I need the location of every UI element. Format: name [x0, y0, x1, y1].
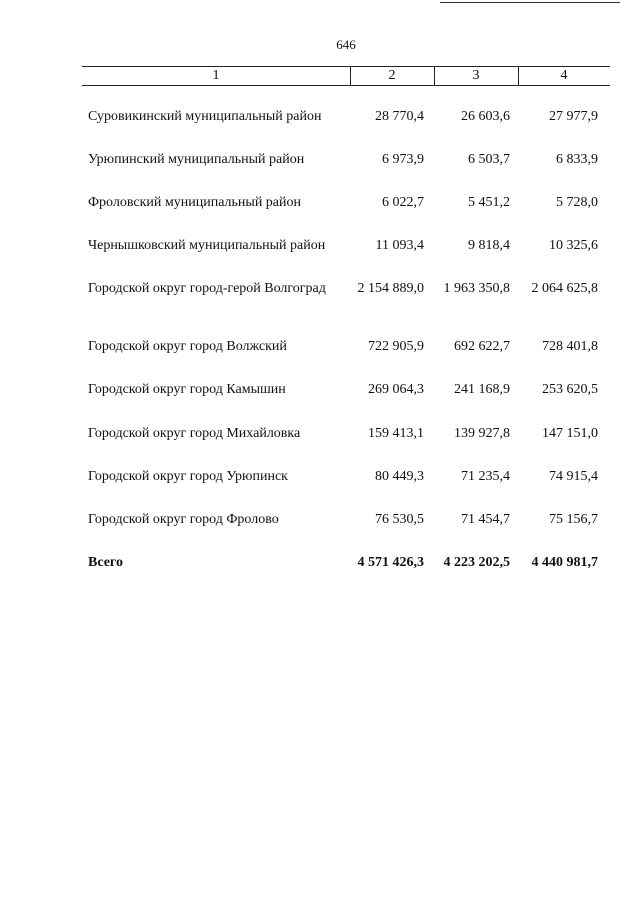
budget-table — [82, 66, 610, 570]
row-value-col4: 74 915,4 — [549, 469, 598, 484]
row-value-col3: 139 927,8 — [454, 426, 510, 441]
row-value-col2: 2 154 889,0 — [357, 281, 424, 296]
total-label: Всего — [88, 555, 123, 570]
row-name: Урюпинский муниципальный район — [88, 152, 305, 167]
row-value-col3: 6 503,7 — [468, 152, 510, 167]
row-value-col2: 80 449,3 — [375, 469, 424, 484]
row-value-col4: 5 728,0 — [556, 195, 598, 210]
row-value-col4: 6 833,9 — [556, 152, 598, 167]
row-value-col2: 722 905,9 — [368, 339, 424, 354]
row-value-col3: 5 451,2 — [468, 195, 510, 210]
row-value-col2: 76 530,5 — [375, 512, 424, 527]
row-value-col3: 71 454,7 — [461, 512, 510, 527]
row-value-col2: 6 973,9 — [382, 152, 424, 167]
row-name: Городской округ город Волжский — [88, 339, 287, 354]
top-edge-rule — [440, 2, 620, 3]
row-value-col4: 27 977,9 — [549, 109, 598, 124]
row-value-col2: 159 413,1 — [368, 426, 424, 441]
row-value-col4: 2 064 625,8 — [531, 281, 598, 296]
row-name: Городской округ город Фролово — [88, 512, 279, 527]
row-value-col2: 11 093,4 — [375, 238, 424, 253]
row-value-col4: 728 401,8 — [542, 339, 598, 354]
row-name: Городской округ город-герой Волгоград — [88, 281, 326, 296]
column-header-1: 1 — [212, 68, 220, 83]
page-number: 646 — [336, 37, 356, 52]
total-value-col3: 4 223 202,5 — [443, 555, 510, 570]
row-name: Фроловский муниципальный район — [88, 195, 302, 210]
row-name: Городской округ город Камышин — [88, 382, 286, 397]
column-header-3: 3 — [472, 68, 480, 83]
row-name: Чернышковский муниципальный район — [88, 238, 326, 253]
row-value-col4: 75 156,7 — [549, 512, 598, 527]
row-value-col3: 9 818,4 — [468, 238, 510, 253]
row-value-col3: 26 603,6 — [461, 109, 510, 124]
row-name: Городской округ город Михайловка — [88, 426, 301, 441]
total-value-col4: 4 440 981,7 — [531, 555, 598, 570]
table-header-row — [82, 66, 610, 86]
row-name: Суровикинский муниципальный район — [88, 109, 322, 124]
row-value-col2: 28 770,4 — [375, 109, 424, 124]
row-name: Городской округ город Урюпинск — [88, 469, 288, 484]
row-value-col2: 6 022,7 — [382, 195, 424, 210]
row-value-col2: 269 064,3 — [368, 382, 424, 397]
row-value-col4: 10 325,6 — [549, 238, 598, 253]
row-value-col4: 147 151,0 — [542, 426, 598, 441]
row-value-col3: 241 168,9 — [454, 382, 510, 397]
row-value-col4: 253 620,5 — [542, 382, 598, 397]
row-value-col3: 1 963 350,8 — [443, 281, 510, 296]
row-value-col3: 692 622,7 — [454, 339, 510, 354]
column-header-2: 2 — [388, 68, 396, 83]
column-header-4: 4 — [560, 68, 568, 83]
row-value-col3: 71 235,4 — [461, 469, 510, 484]
total-value-col2: 4 571 426,3 — [357, 555, 424, 570]
